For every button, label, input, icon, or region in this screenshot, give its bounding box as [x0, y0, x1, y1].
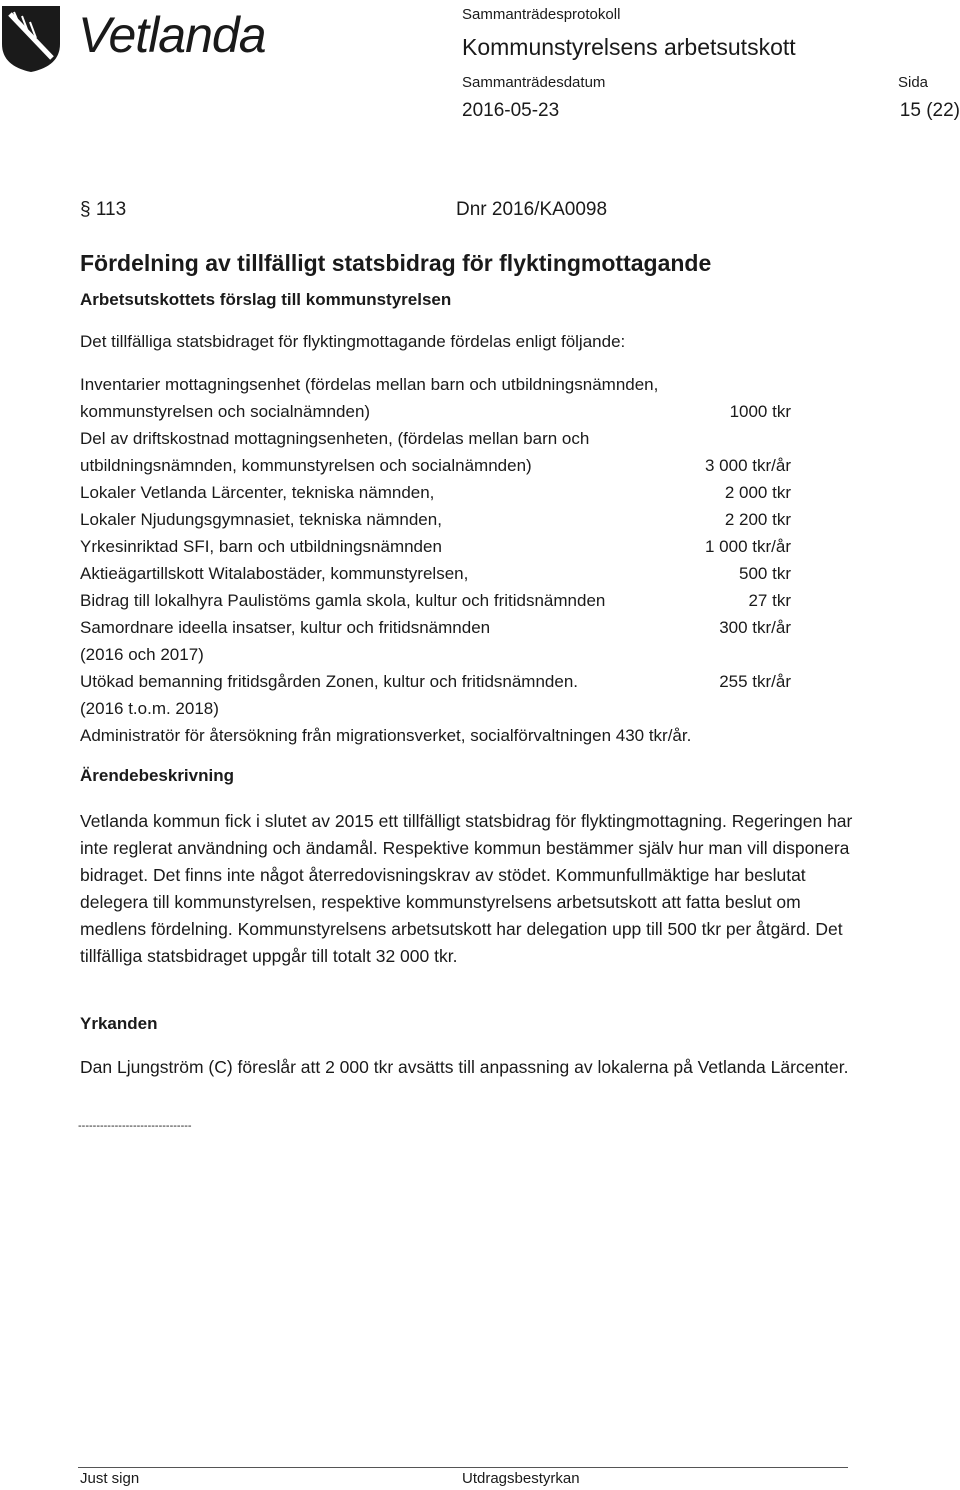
allocation-line: (2016 och 2017) [80, 645, 204, 664]
allocation-amount: 27 tkr [748, 591, 791, 610]
proposal-heading: Arbetsutskottets förslag till kommunstyrelsen [80, 290, 452, 309]
section-number: § 113 [80, 199, 127, 220]
motion-text: Dan Ljungström (C) föreslår att 2 000 tkr avsätts till anpassning av lokalerna på Vetlanda Lärcenter. [80, 1057, 849, 1077]
description-heading: Ärendebeskrivning [80, 766, 234, 785]
initials-label: Just sign [80, 1470, 140, 1487]
extract-verification-label: Utdragsbestyrkan [462, 1470, 580, 1487]
allocation-amount: 1000 tkr [729, 402, 791, 421]
footer-divider [78, 1467, 848, 1468]
allocation-amount: 255 tkr/år [719, 672, 791, 691]
committee-name: Kommunstyrelsens arbetsutskott [462, 34, 796, 60]
allocation-amount: 1 000 tkr/år [705, 537, 791, 556]
allocation-line: utbildningsnämnden, kommunstyrelsen och socialnämnden) [80, 456, 532, 475]
allocation-amount: 500 tkr [739, 564, 791, 583]
allocation-line: Aktieägartillskott Witalabostäder, kommunstyrelsen, [80, 564, 469, 583]
meeting-date-label: Sammanträdesdatum [462, 74, 606, 91]
intro-text: Det tillfälliga statsbidraget för flyktingmottagande fördelas enligt följande: [80, 332, 626, 351]
allocation-line: Lokaler Vetlanda Lärcenter, tekniska nämnden, [80, 483, 435, 502]
allocation-line: Yrkesinriktad SFI, barn och utbildningsnämnden [80, 537, 442, 556]
allocation-line: Administratör för återsökning från migrationsverket, socialförvaltningen 430 tkr/år. [80, 726, 692, 745]
allocation-line: kommunstyrelsen och socialnämnden) [80, 402, 371, 421]
separator-line: ------------------------------- [78, 1120, 192, 1132]
logo-wordmark: Vetlanda [78, 7, 266, 63]
diary-number: Dnr 2016/KA0098 [456, 199, 608, 220]
allocation-line: Bidrag till lokalhyra Paulistöms gamla skola, kultur och fritidsnämnden [80, 591, 606, 610]
allocation-amount: 3 000 tkr/år [705, 456, 791, 475]
meeting-date: 2016-05-23 [462, 100, 560, 121]
description-text: Vetlanda kommun fick i slutet av 2015 ett tillfälligt statsbidrag för flyktingmottagning. Regeringen har inte reglerat användning och ändamål. Respektive kommun bestämmer själv hur man vill disponera bidraget. Det finns inte något återredovisningskrav av stödet. Kommunfullmäktige har beslutat delegera till kommunstyrelsen, respektive kommunstyrelsens arbetsutskott att fatta beslut om medlens fördelning. Kommunstyrelsens arbetsutskott har delegation upp till 500 tkr per åtgärd. Det tillfälliga statsbidraget uppgår till totalt 32 000 tkr. [80, 811, 853, 966]
municipality-crest-icon [0, 4, 62, 74]
page-label: Sida [898, 74, 929, 91]
doc-type-label: Sammanträdesprotokoll [462, 6, 621, 23]
allocation-amount: 300 tkr/år [719, 618, 791, 637]
allocation-line: Inventarier mottagningsenhet (fördelas mellan barn och utbildningsnämnden, [80, 375, 659, 394]
allocation-amount: 2 200 tkr [724, 510, 791, 529]
case-title: Fördelning av tillfälligt statsbidrag för flyktingmottagande [80, 250, 712, 276]
motion-heading: Yrkanden [80, 1014, 158, 1033]
allocation-line: Utökad bemanning fritidsgården Zonen, kultur och fritidsnämnden. [80, 672, 579, 691]
allocation-line: Samordnare ideella insatser, kultur och fritidsnämnden [80, 618, 491, 637]
allocation-line: (2016 t.o.m. 2018) [80, 699, 219, 718]
allocation-line: Del av driftskostnad mottagningsenheten, (fördelas mellan barn och [80, 429, 590, 448]
allocation-line: Lokaler Njudungsgymnasiet, tekniska nämnden, [80, 510, 442, 529]
allocation-amount: 2 000 tkr [724, 483, 791, 502]
page-number: 15 (22) [899, 100, 960, 121]
